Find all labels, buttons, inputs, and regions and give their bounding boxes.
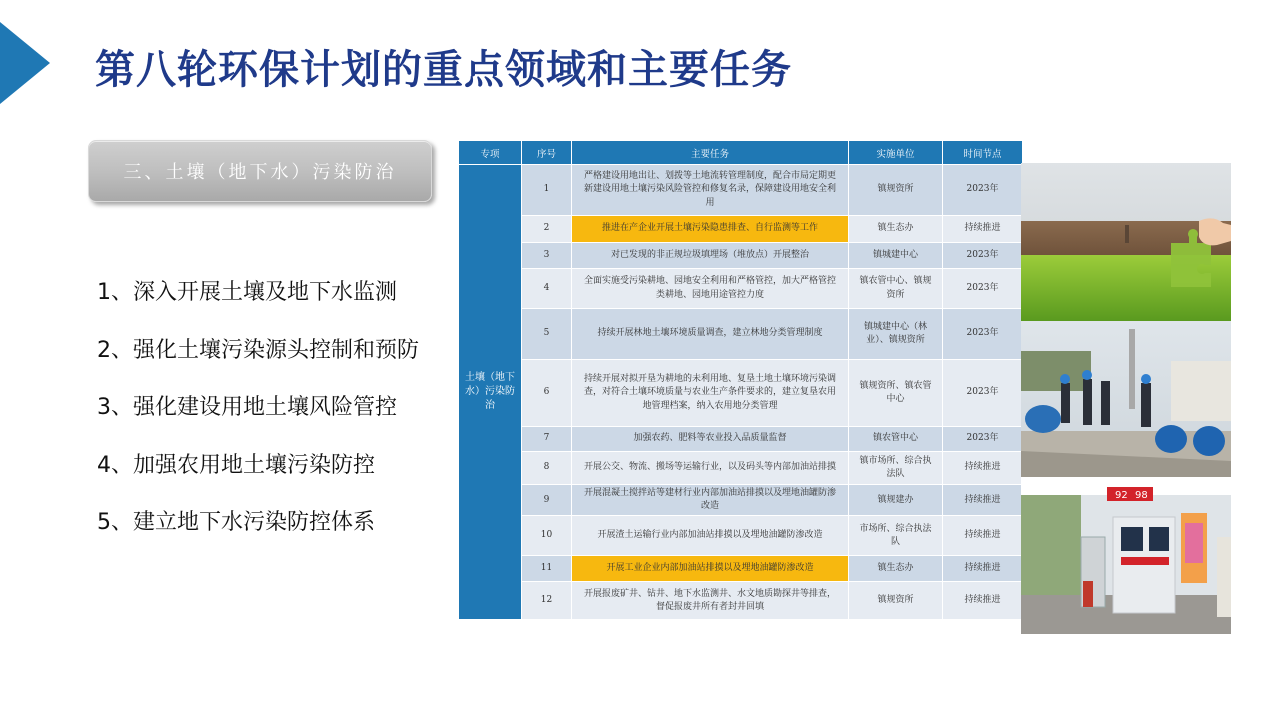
pump-number-92: 92	[1115, 490, 1128, 501]
task-cell: 开展工业企业内部加油站排摸以及埋地油罐防渗改造	[572, 556, 849, 582]
unit-cell: 镇农管中心、镇规资所	[849, 269, 943, 309]
time-cell: 持续推进	[943, 516, 1023, 556]
task-cell: 开展公交、物流、搬场等运输行业，以及码头等内部加油站排摸	[572, 452, 849, 485]
time-cell: 2023年	[943, 360, 1023, 427]
time-cell: 持续推进	[943, 216, 1023, 243]
table-row	[459, 360, 1023, 427]
task-item: 5、建立地下水污染防控体系	[97, 510, 375, 535]
task-cell: 推进在产企业开展土壤污染隐患排查、自行监测等工作	[572, 216, 849, 243]
section-label	[88, 140, 432, 202]
task-item: 3、强化建设用地土壤风险管控	[97, 395, 397, 420]
time-cell: 持续推进	[943, 485, 1023, 516]
time-cell: 2023年	[943, 165, 1023, 216]
task-table	[458, 140, 1022, 620]
unit-cell: 镇农管中心	[849, 427, 943, 452]
task-cell: 持续开展对拟开垦为耕地的未利用地、复垦土地土壤环境污染调查，对符合土壤环境质量与农业生产条件要求的，建立复垦农用地管理档案，纳入农用地分类管理	[572, 360, 849, 427]
table-row	[459, 485, 1023, 516]
task-cell: 开展混凝土搅拌站等建材行业内部加油站排摸以及埋地油罐防渗改造	[572, 485, 849, 516]
corner-arrow-icon	[0, 22, 50, 104]
category-cell: 土壤（地下水）污染防治	[459, 165, 522, 620]
number-cell: 7	[522, 427, 572, 452]
time-cell: 持续推进	[943, 452, 1023, 485]
unit-cell: 镇规资所	[849, 165, 943, 216]
section-label-text: 三、土壤（地下水）污染防治	[123, 162, 397, 183]
task-cell: 全面实施受污染耕地、园地安全利用和严格管控，加大严格管控类耕地、园地用途管控力度	[572, 269, 849, 309]
soil-puzzle-photo	[1021, 163, 1231, 321]
task-cell: 对已发现的非正规垃圾填埋场（堆放点）开展整治	[572, 243, 849, 269]
task-cell: 加强农药、肥料等农业投入品质量监督	[572, 427, 849, 452]
unit-cell: 镇城建中心（林业）、镇规资所	[849, 309, 943, 360]
table-row	[459, 516, 1023, 556]
unit-cell: 镇规资所	[849, 582, 943, 620]
task-cell: 开展报废矿井、钻井、地下水监测井、水文地质勘探井等排查，督促报废井所有者封井回填	[572, 582, 849, 620]
page-title: 第八轮环保计划的重点领域和主要任务	[95, 47, 792, 93]
table-row	[459, 269, 1023, 309]
header-number: 序号	[522, 141, 572, 165]
number-cell: 10	[522, 516, 572, 556]
time-cell: 2023年	[943, 243, 1023, 269]
task-cell: 开展渣土运输行业内部加油站排摸以及埋地油罐防渗改造	[572, 516, 849, 556]
number-cell: 12	[522, 582, 572, 620]
number-cell: 4	[522, 269, 572, 309]
unit-cell: 镇规建办	[849, 485, 943, 516]
pump-number-98: 98	[1135, 490, 1148, 501]
time-cell: 2023年	[943, 309, 1023, 360]
table-row	[459, 582, 1023, 620]
unit-cell: 镇城建中心	[849, 243, 943, 269]
header-task: 主要任务	[572, 141, 849, 165]
time-cell: 2023年	[943, 427, 1023, 452]
number-cell: 1	[522, 165, 572, 216]
table-row	[459, 556, 1023, 582]
task-cell: 持续开展林地土壤环境质量调查，建立林地分类管理制度	[572, 309, 849, 360]
unit-cell: 镇生态办	[849, 216, 943, 243]
header-category: 专项	[459, 141, 522, 165]
monitoring-site-photo	[1021, 321, 1231, 477]
task-list	[97, 275, 457, 563]
task-cell: 严格建设用地出让、划拨等土地流转管理制度，配合市局定期更新建设用地土壤污染风险管控和修复名录，保障建设用地安全利用	[572, 165, 849, 216]
number-cell: 6	[522, 360, 572, 427]
table-row	[459, 309, 1023, 360]
number-cell: 5	[522, 309, 572, 360]
table-header-row	[459, 141, 1023, 165]
unit-cell: 镇市场所、综合执法队	[849, 452, 943, 485]
task-item: 1、深入开展土壤及地下水监测	[97, 280, 397, 305]
task-item: 4、加强农用地土壤污染防控	[97, 452, 375, 478]
number-cell: 2	[522, 216, 572, 243]
table-row	[459, 427, 1023, 452]
gas-station-photo	[1021, 477, 1231, 634]
table-row	[459, 216, 1023, 243]
table-row	[459, 243, 1023, 269]
time-cell: 持续推进	[943, 556, 1023, 582]
number-cell: 9	[522, 485, 572, 516]
task-item: 2、强化土壤污染源头控制和预防	[97, 337, 419, 363]
unit-cell: 镇生态办	[849, 556, 943, 582]
number-cell: 11	[522, 556, 572, 582]
unit-cell: 市场所、综合执法队	[849, 516, 943, 556]
table-row	[459, 452, 1023, 485]
unit-cell: 镇规资所、镇农管中心	[849, 360, 943, 427]
number-cell: 8	[522, 452, 572, 485]
time-cell: 持续推进	[943, 582, 1023, 620]
time-cell: 2023年	[943, 269, 1023, 309]
number-cell: 3	[522, 243, 572, 269]
header-time: 时间节点	[943, 141, 1023, 165]
table-row	[459, 165, 1023, 216]
header-unit: 实施单位	[849, 141, 943, 165]
photo-column	[1021, 163, 1231, 634]
